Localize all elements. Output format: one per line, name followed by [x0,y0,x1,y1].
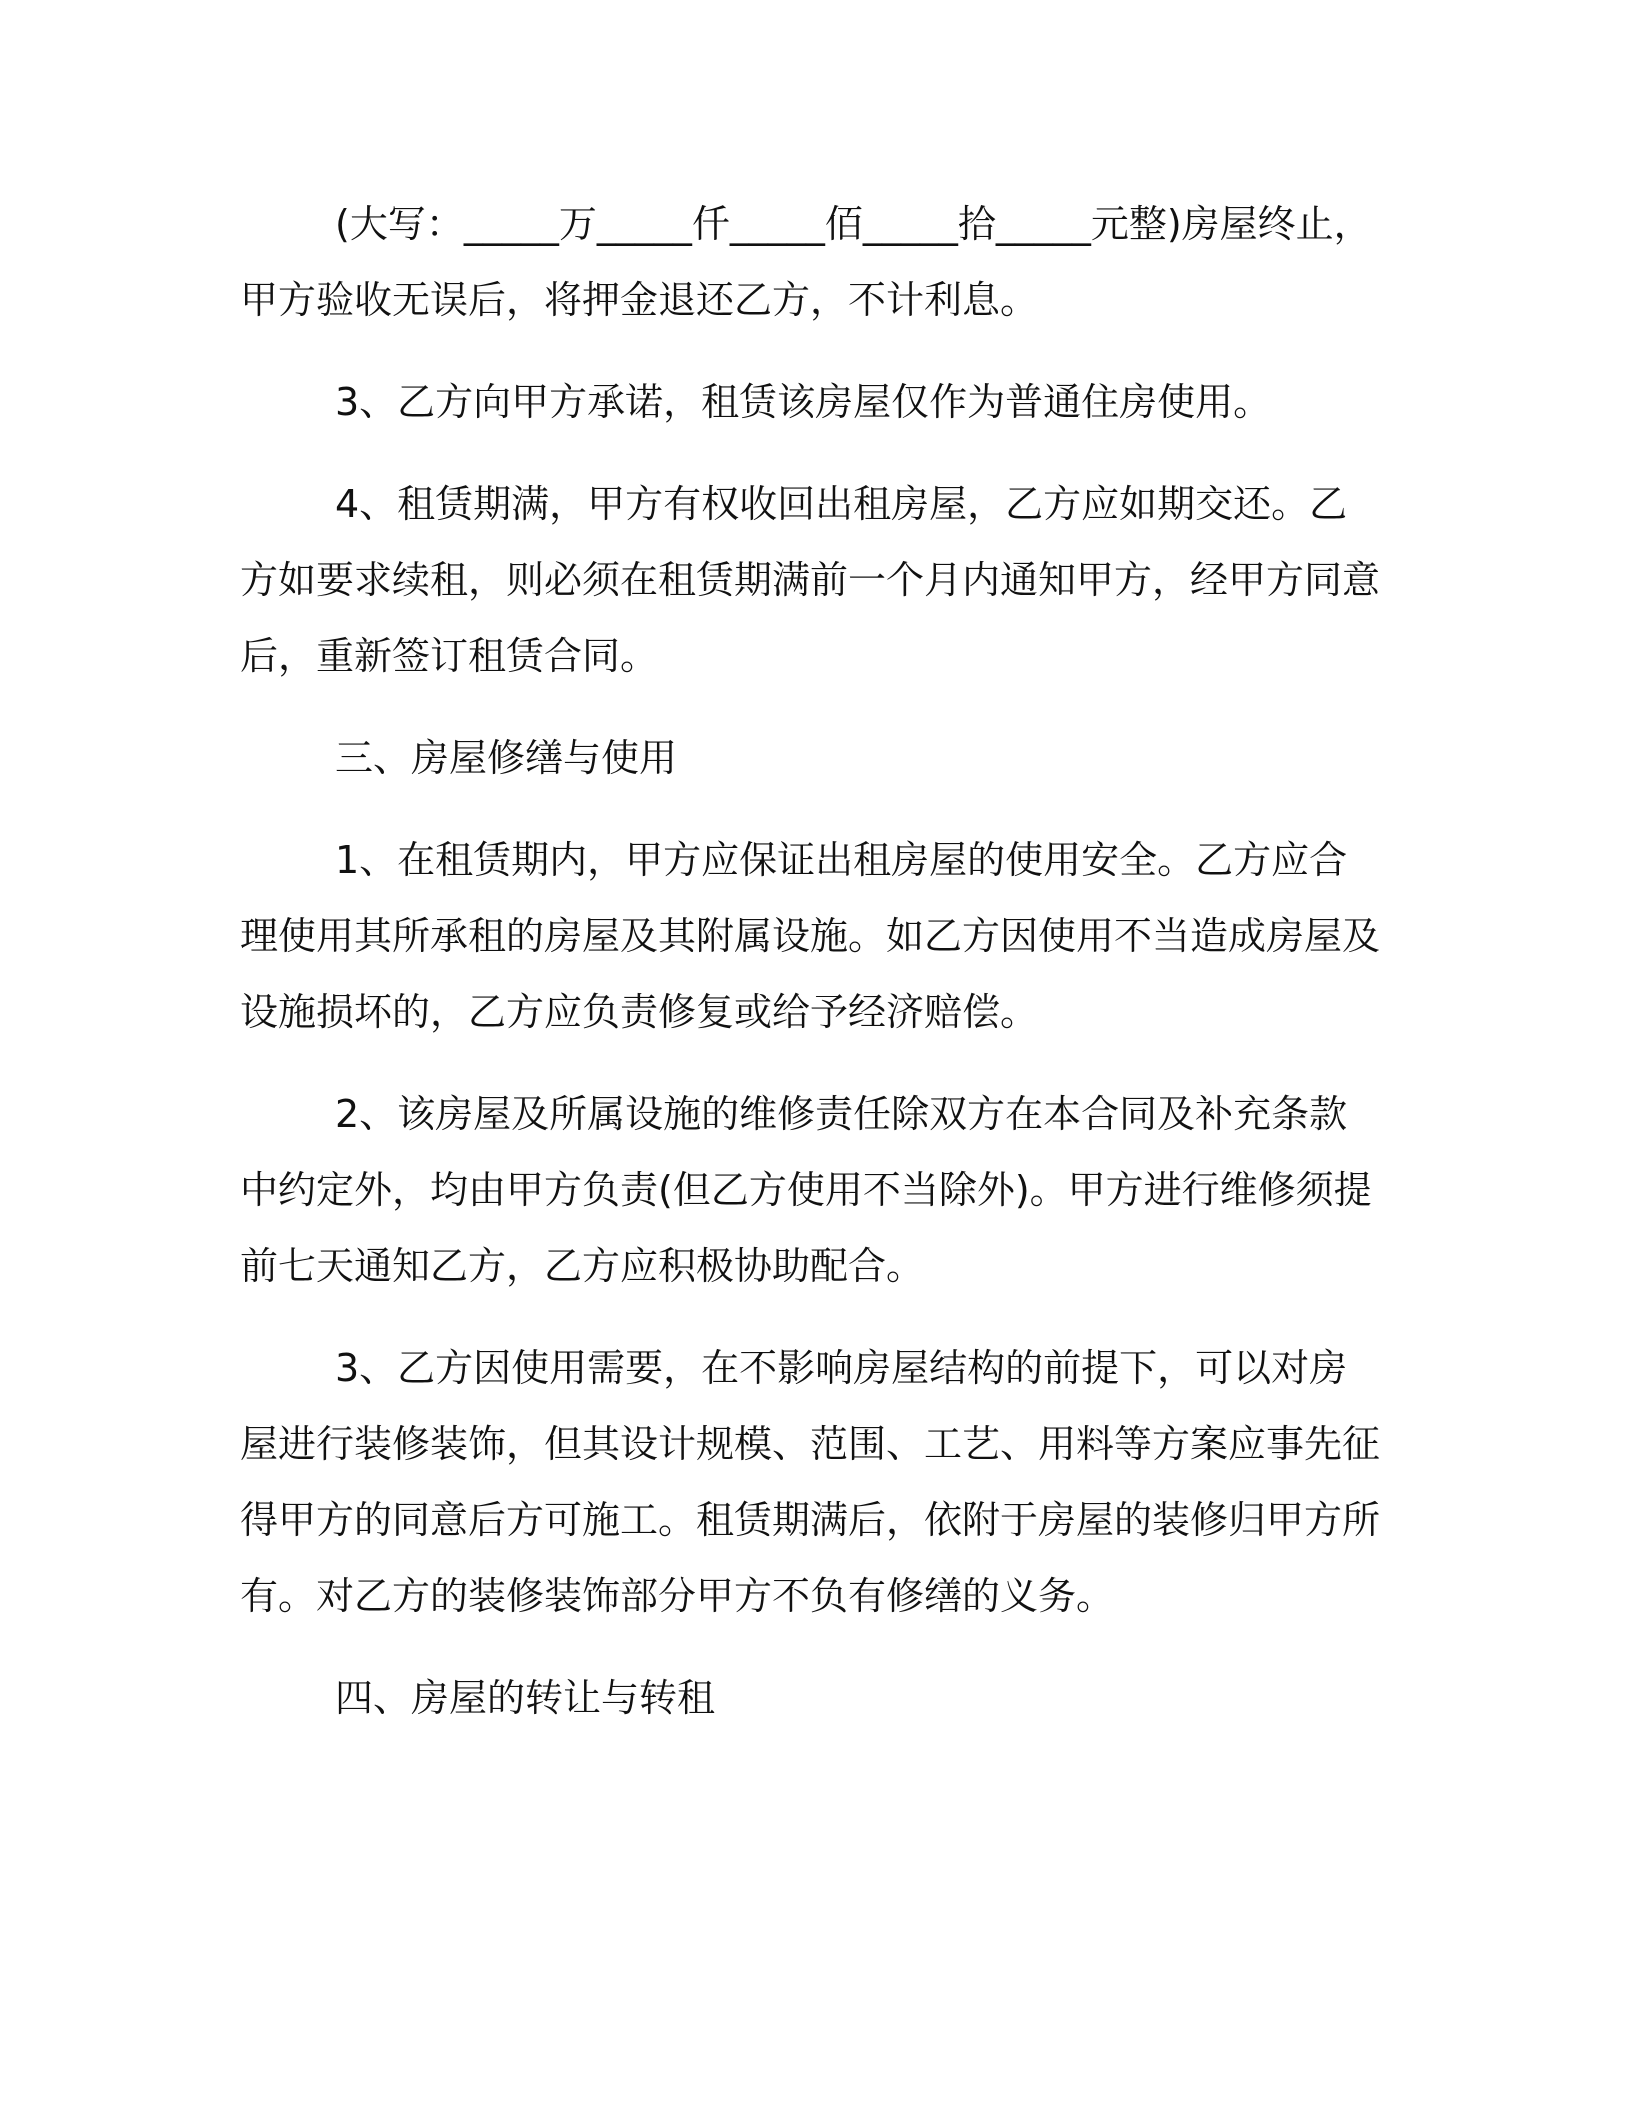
section-4-heading: 四、房屋的转让与转租 [335,1676,716,1720]
section-3-clause-3-paragraph: 3、乙方因使用需要，在不影响房屋结构的前提下，可以对房屋进行装修装饰，但其设计规模、范围、工艺、用料等方案应事先征得甲方的同意后方可施工。租赁期满后，依附于房屋的装修归甲方所有。对乙方的装修装饰部分甲方不负有修缮的义务。 [240,1346,1381,1618]
section-3-clause-2-paragraph: 2、该房屋及所属设施的维修责任除双方在本合同及补充条款中约定外，均由甲方负责(但乙方使用不当除外)。甲方进行维修须提前七天通知乙方，乙方应积极协助配合。 [240,1092,1372,1288]
section-3-clause-1-paragraph: 1、在租赁期内，甲方应保证出租房屋的使用安全。乙方应合理使用其所承租的房屋及其附属设施。如乙方因使用不当造成房屋及设施损坏的，乙方应负责修复或给予经济赔偿。 [240,838,1381,1034]
deposit-refund-paragraph: (大写：_____万_____仟_____佰_____拾_____元整)房屋终止，甲方验收无误后，将押金退还乙方，不计利息。 [240,202,1372,322]
section-3-heading: 三、房屋修缮与使用 [335,736,678,780]
clause-4-paragraph: 4、租赁期满，甲方有权收回出租房屋，乙方应如期交还。乙方如要求续租，则必须在租赁期满前一个月内通知甲方，经甲方同意后，重新签订租赁合同。 [240,482,1381,678]
clause-3-paragraph: 3、乙方向甲方承诺，租赁该房屋仅作为普通住房使用。 [335,380,1272,424]
document-body [240,186,1380,1762]
